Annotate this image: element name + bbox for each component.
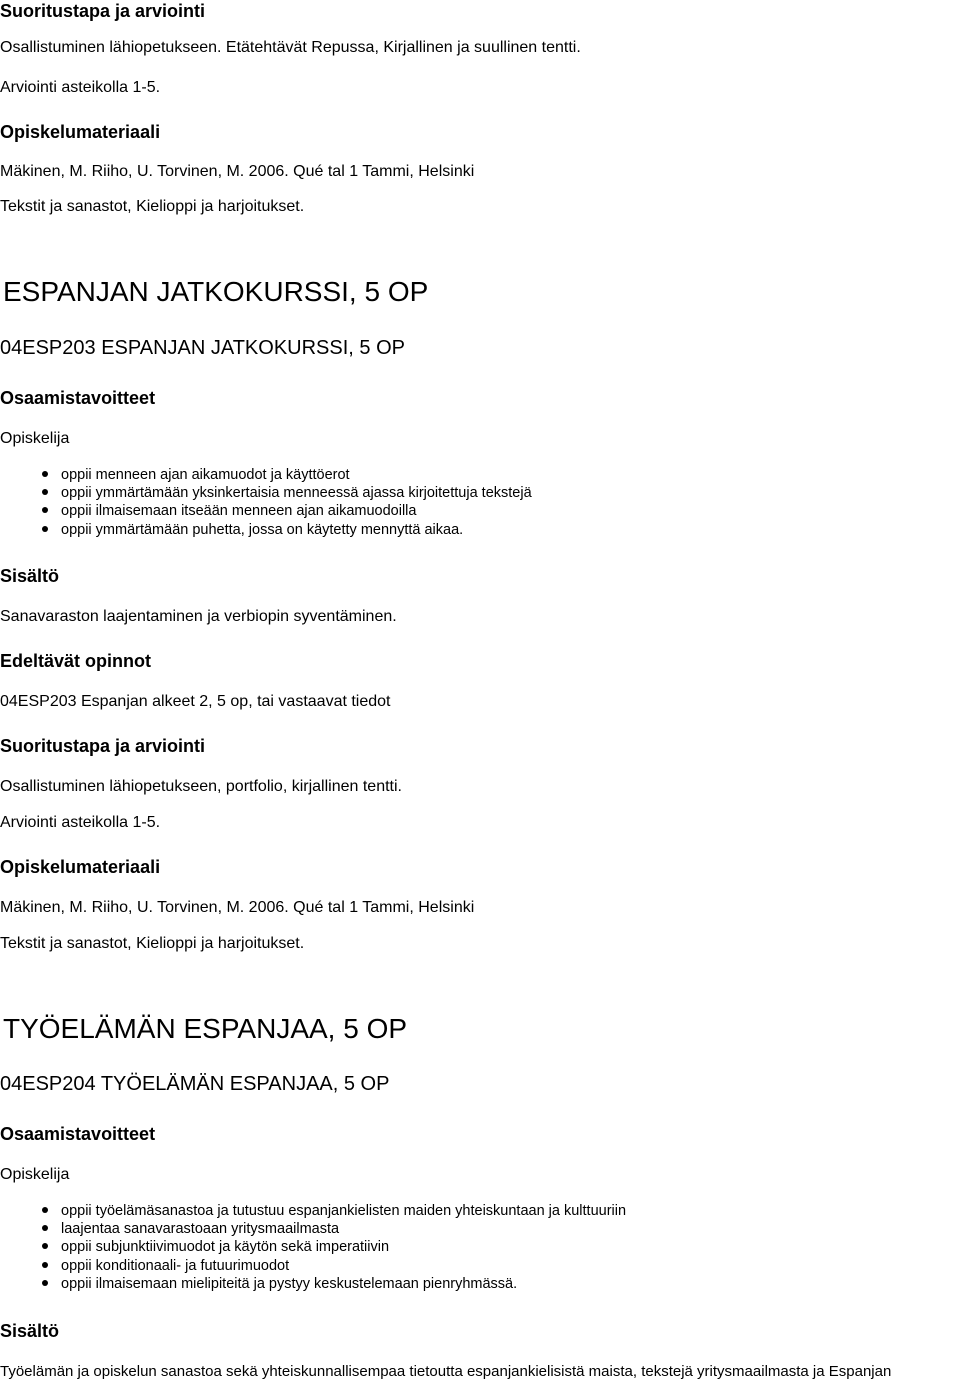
list-item: oppii ymmärtämään yksinkertaisia menneessä ajassa kirjoitettuja tekstejä: [42, 484, 532, 502]
list-item: oppii subjunktiivimuodot ja käytön sekä imperatiivin: [42, 1238, 626, 1256]
course-title: ESPANJAN JATKOKURSSI, 5 OP: [3, 276, 429, 307]
bullet-icon: [42, 489, 48, 495]
assessment-heading: Suoritustapa ja arviointi: [0, 736, 206, 756]
content-text: Sanavaraston laajentaminen ja verbiopin syventäminen.: [0, 608, 397, 625]
course-title: TYÖELÄMÄN ESPANJAA, 5 OP: [3, 1013, 408, 1044]
list-item: oppii ilmaisemaan mielipiteitä ja pystyy keskustelemaan pienryhmässä.: [42, 1275, 626, 1293]
grading-text: Arviointi asteikolla 1-5.: [0, 79, 161, 96]
materials-text: Tekstit ja sanastot, Kielioppi ja harjoitukset.: [0, 935, 305, 952]
list-item: laajentaa sanavarastoaan yritysmaailmasta: [42, 1220, 626, 1238]
grading-text: Arviointi asteikolla 1-5.: [0, 814, 161, 831]
materials-heading: Opiskelumateriaali: [0, 857, 161, 877]
prerequisites-heading: Edeltävät opinnot: [0, 651, 152, 671]
prerequisites-text: 04ESP203 Espanjan alkeet 2, 5 op, tai vastaavat tiedot: [0, 693, 391, 710]
content-heading: Sisältö: [0, 1321, 60, 1341]
materials-heading: Opiskelumateriaali: [0, 122, 161, 142]
list-item: oppii ymmärtämään puhetta, jossa on käytetty mennyttä aikaa.: [42, 521, 532, 539]
materials-text: Tekstit ja sanastot, Kielioppi ja harjoitukset.: [0, 198, 305, 215]
materials-text: Mäkinen, M. Riiho, U. Torvinen, M. 2006. Qué tal 1 Tammi, Helsinki: [0, 899, 475, 916]
student-label: Opiskelija: [0, 1166, 70, 1183]
bullet-icon: [42, 507, 48, 513]
assessment-heading: Suoritustapa ja arviointi: [0, 1, 206, 21]
content-text: Työelämän ja opiskelun sanastoa sekä yhteiskunnallisempaa tietoutta espanjankielisistä maista, tekstejä yritysmaailmasta ja Espanjan: [0, 1363, 892, 1380]
student-label: Opiskelija: [0, 430, 70, 447]
outcomes-heading: Osaamistavoitteet: [0, 388, 156, 408]
list-item: oppii ilmaisemaan itseään menneen ajan aikamuodoilla: [42, 502, 532, 520]
outcomes-list: [42, 466, 532, 539]
content-heading: Sisältö: [0, 566, 60, 586]
assessment-text: Osallistuminen lähiopetukseen, portfolio, kirjallinen tentti.: [0, 778, 402, 795]
bullet-icon: [42, 1262, 48, 1268]
list-item: oppii konditionaali- ja futuurimuodot: [42, 1257, 626, 1275]
bullet-icon: [42, 471, 48, 477]
outcomes-list: [42, 1202, 626, 1293]
bullet-icon: [42, 1207, 48, 1213]
bullet-icon: [42, 526, 48, 532]
list-item: oppii menneen ajan aikamuodot ja käyttöerot: [42, 466, 532, 484]
assessment-text: Osallistuminen lähiopetukseen. Etätehtävät Repussa, Kirjallinen ja suullinen tentti.: [0, 39, 581, 56]
course-code-title: 04ESP203 ESPANJAN JATKOKURSSI, 5 OP: [0, 337, 405, 359]
bullet-icon: [42, 1243, 48, 1249]
course-code-title: 04ESP204 TYÖELÄMÄN ESPANJAA, 5 OP: [0, 1073, 390, 1095]
outcomes-heading: Osaamistavoitteet: [0, 1124, 156, 1144]
list-item: oppii työelämäsanastoa ja tutustuu espanjankielisten maiden yhteiskuntaan ja kulttuuriin: [42, 1202, 626, 1220]
bullet-icon: [42, 1225, 48, 1231]
materials-text: Mäkinen, M. Riiho, U. Torvinen, M. 2006. Qué tal 1 Tammi, Helsinki: [0, 163, 475, 180]
bullet-icon: [42, 1280, 48, 1286]
